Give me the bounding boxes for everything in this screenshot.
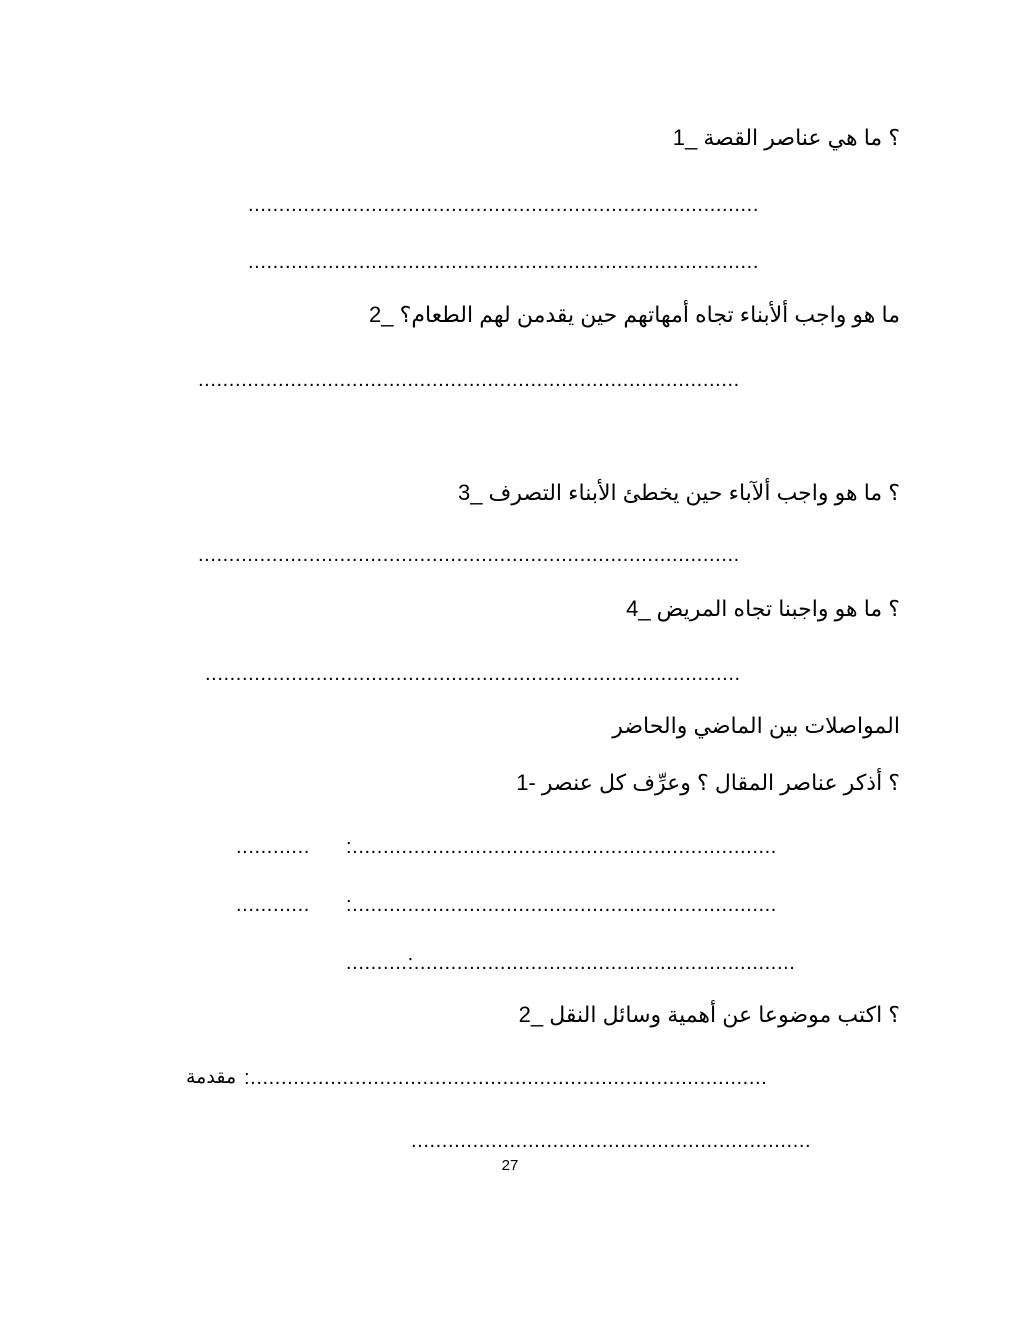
element-line-3[interactable]: ..........:.............................................................. [346,952,796,974]
question-1: ؟ ما هي عناصر القصة _1 [672,125,900,150]
intro-label: مقدمة [186,1067,237,1088]
question-3: ؟ ما هو واجب ألآباء حين يخطئ الأبناء التصرف _3 [457,480,900,505]
section-question-2: ؟ اكتب موضوعا عن أهمية وسائل النقل _2 [518,1002,900,1027]
answer-line-q4[interactable]: ....................................................................................... [205,663,741,685]
element-name-line-2[interactable]: ............ [236,894,310,916]
answer-line-q2[interactable]: ........................................................................................ [198,369,740,391]
question-4: ؟ ما هو واجبنا تجاه المريض _4 [626,596,900,621]
section-question-1: ؟ أذكر عناصر المقال ؟ وعرِّف كل عنصر -1 [516,770,900,795]
element-name-line-1[interactable]: ............ [236,836,310,858]
answer-line-q1-2[interactable]: ................................................................................... [248,251,760,273]
answer-line-q1-1[interactable]: ................................................................................... [248,194,760,216]
essay-answer-line-2[interactable]: ................................................................. [411,1130,812,1152]
answer-line-q3[interactable]: ........................................................................................ [198,544,740,566]
element-definition-line-2[interactable]: :..................................................................... [346,894,777,916]
question-2: ما هو واجب ألأبناء تجاه أمهاتهم حين يقدمن لهم الطعام؟ _2 [369,302,900,327]
page-number: 27 [501,1157,519,1174]
section-title: المواصلات بين الماضي والحاضر [612,713,900,738]
element-definition-line-1[interactable]: :..................................................................... [346,836,777,858]
intro-answer-line[interactable]: :.................................................................................... [244,1067,768,1089]
